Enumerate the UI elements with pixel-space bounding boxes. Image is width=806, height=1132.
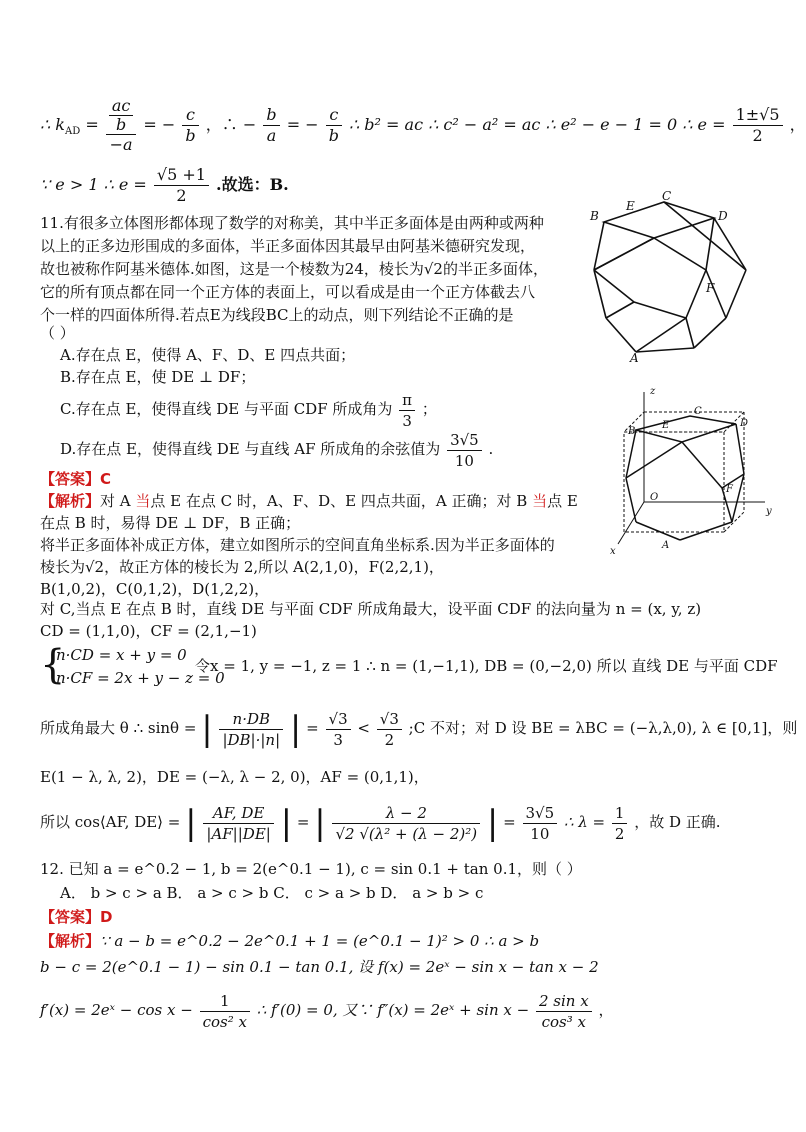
q12-l3a: f′(x) = 2eˣ − cos x − [40,1001,193,1019]
mid-text: = − [143,115,176,134]
frac-a2: a [266,126,277,145]
q12-options: A． b > c > a B． a > c > b C． c > a > b D． a > b > c [60,884,484,902]
frac-e2-den: 2 [176,186,187,205]
q12-stem: 12. 已知 a = e^0.2 − 1, b = 2(e^0.1 − 1), c = sin 0.1 + tan 0.1，则（ ） [40,860,582,878]
abs-bar-icon: | [201,709,213,749]
analysis11-line-2: 在点 B 时，易得 DE ⊥ DF，B 正确； [40,514,301,532]
option-d-frac [447,430,482,471]
nested-fraction [106,97,137,155]
l9-frac3 [377,709,402,750]
q12-frac2 [536,991,592,1032]
label-E2: E [662,420,670,431]
l1d: 当 [532,492,548,510]
q11-line-5: 个一样的四面体所得.若点E为线段BC上的动点，则下列结论不正确的是 [40,306,514,324]
frac-c3: c [326,105,342,126]
q11-line-3: 故也被称作阿基米德体.如图，这是一个棱数为24，棱长为√2的半正多面体， [40,260,548,278]
q12-answer-tag: 【答案】 [40,908,101,926]
l11a: 所以 cos⟨AF, DE⟩ = [40,813,181,831]
eq-sign: = [85,115,99,134]
part3-text: = − [286,115,319,134]
label-D2: D [740,418,749,429]
frac-e-den: 2 [752,126,763,145]
line2-pre: ∵ e > 1 ∴ e = [40,175,147,194]
l11-d3: 10 [530,824,550,843]
q11-option-d [60,424,493,474]
label-C2: C [694,406,702,417]
analysis11-line-6: 对 C,当点 E 在点 B 时，直线 DE 与平面 CDF 所成角最大，设平面 CDF 的法向量为 n = (x, y, z) [40,600,702,618]
solution-line-1 [40,92,806,158]
label-O: O [650,492,659,503]
q11-option-b: B.存在点 E，使 DE ⊥ DF； [60,368,256,386]
brace-icon: { [40,642,66,688]
option-c-end: ； [421,400,437,418]
part4-text: ∴ b² = ac ∴ c² − a² = ac ∴ e² − e − 1 = 0 ∴ e = [349,115,726,134]
l11-num: AF, DE [203,803,273,824]
frac-b3: b [328,126,339,145]
l11-frac3 [523,803,558,844]
label-F2: F [726,484,733,495]
label-B: B [590,209,599,223]
l11-n4: 1 [612,803,628,824]
abs-bar-icon-3: | [185,803,197,843]
label-A2: A [662,540,670,551]
l9-frac2 [326,709,351,750]
q12-l3b: ∴ f′(0) = 0, 又∵ f″(x) = 2eˣ + sin x − [256,1001,530,1019]
q11-line-2: 以上的正多边形围成的多面体，半正多面体因其最早由阿基米德研究发现， [40,237,536,255]
l11-n2: λ − 2 [332,803,480,824]
analysis11-line-9 [40,702,797,754]
q12-f2-num: 2 sin x [536,991,592,1012]
kad-sub: AD [64,126,81,138]
abs-bar-icon-5: | [314,803,326,843]
analysis11-line-10: E(1 − λ, λ, 2)，DE = (−λ, λ − 2, 0)，AF = (0,1,1)， [40,768,429,786]
analysis-tag: 【解析】 [40,492,101,510]
option-d-den: 10 [454,451,474,470]
abs-bar-icon-2: | [289,709,302,749]
q12-f1-num: 1 [200,991,250,1012]
label-A: A [630,351,639,365]
line2-end: .故选：B. [216,175,289,194]
coordinate-figure [600,382,780,558]
q12-f1-den: cos² x [202,1012,247,1031]
q12-answer-value: D [100,908,113,926]
frac-b-den: b [185,126,196,145]
analysis11-line-4: 棱长为√2，故正方体的棱长为 2,所以 A(2,1,0)，F(2,2,1)， [40,558,444,576]
option-d-end: . [488,440,494,458]
q11-line-1: 11.有很多立体图形都体现了数学的对称美，其中半正多面体是由两种或两种 [40,214,544,232]
solution-line-2 [40,160,289,210]
frac-c-b [182,105,198,146]
label-D: D [718,209,728,223]
analysis11-line-5: B(1,0,2)，C(0,1,2)，D(1,2,2)， [40,580,270,598]
l9c: < [357,719,370,737]
cuboctahedron-figure [586,190,766,365]
l9-n2: √3 [326,709,351,730]
l11-frac4 [612,803,628,844]
q12-l3c: ， [598,1001,614,1019]
answer-value: C [100,470,112,488]
frac-ac: ac [109,97,134,116]
q12-analysis-1 [40,930,539,952]
abs-bar-icon-6: | [486,803,499,843]
abs-bar-icon-4: | [280,803,293,843]
l9d: ;C 不对；对 D 设 BE = λBC = (−λ,λ,0), λ ∈ [0,1]，则 [408,719,798,737]
q12-analysis-2: b − c = 2(e^0.1 − 1) − sin 0.1 − tan 0.1, 设 f(x) = 2eˣ − sin x − tan x − 2 [40,958,599,976]
system-eq-2: n·CF = 2x + y − z = 0 [56,669,225,687]
l1c: 点 E 在点 C 时，A、F、D、E 四点共面，A 正确；对 B [150,492,533,510]
l11d: ∴ λ = [563,813,606,831]
l11-den: |AF||DE| [206,824,271,843]
analysis11-line-8: 令x = 1, y = −1, z = 1 ∴ n = (1,−1,1), DB = (0,−2,0) 所以 直线 DE 与平面 CDF [195,657,778,675]
part2-text: ，∴ − [205,115,257,134]
option-c-den: 3 [402,411,412,430]
label-x: x [610,546,616,557]
frac-e [733,105,783,146]
l11c: = [503,813,516,831]
l11b: = [296,813,310,831]
l9b: = [306,719,319,737]
frac-e2-num: √5 +1 [154,165,209,186]
q12-analysis-tag: 【解析】 [40,932,101,950]
l1b: 当 [135,492,151,510]
q12-f2-den: cos³ x [541,1012,586,1031]
answer11-line [40,468,111,490]
label-C: C [662,189,672,203]
l11-d4: 2 [614,824,625,843]
frac-c-b-2 [326,105,342,146]
label-y: y [766,506,772,517]
l1a: 对 A [100,492,136,510]
kad-text: ∴ k [40,115,65,134]
analysis11-line-3: 将半正多面体补成正方体，建立如图所示的空间直角坐标系.因为半正多面体的 [40,536,555,554]
q11-line-6: （ ） [40,324,75,342]
frac-e-num: 1±√5 [733,105,783,126]
label-F: F [706,281,715,295]
l11e: ，故 D 正确. [634,813,721,831]
q12-l1: ∵ a − b = e^0.2 − 2e^0.1 + 1 = (e^0.1 − 1)² > 0 ∴ a > b [100,932,540,950]
frac-b: b [115,114,127,134]
option-d-num: 3√5 [447,430,482,451]
l9-n3: √3 [377,709,402,730]
top-face [604,202,714,238]
l9-d3: 2 [384,730,395,749]
l1e: 点 E [547,492,578,510]
frac-b2: b [263,105,279,126]
q11-line-4: 它的所有顶点都在同一个正方体的表面上，可以看成是由一个正方体截去八 [40,283,536,301]
answer-tag: 【答案】 [40,470,101,488]
label-z: z [650,386,656,397]
l9-num: n·DB [219,709,283,730]
l9-d2: 3 [333,730,343,749]
l9-den: |DB|·|n| [222,730,281,749]
analysis11-line-7: CD = (1,1,0)，CF = (2,1,−1) [40,622,257,640]
option-c-text: C.存在点 E，使得直线 DE 与平面 CDF 所成角为 [60,400,393,418]
frac-neg-a: −a [109,134,133,154]
l11-frac1 [203,803,273,844]
frac-e2 [154,165,209,206]
l11-d2: √2 √(λ² + (λ − 2)²) [335,824,478,843]
option-d-text: D.存在点 E，使得直线 DE 与直线 AF 所成角的余弦值为 [60,440,441,458]
q11-option-a: A.存在点 E，使得 A、F、D、E 四点共面； [60,346,356,364]
frac-b-a [263,105,279,146]
l11-frac2 [332,803,480,844]
option-c-num: π [399,390,415,411]
q12-frac1 [200,991,250,1032]
line1-end: ， [789,115,806,134]
system-eq-1: n·CD = x + y = 0 [56,646,187,664]
label-E: E [626,199,635,213]
l9-frac1 [219,709,283,750]
q12-analysis-3 [40,982,613,1038]
analysis11-line-1 [40,490,578,512]
analysis11-line-11 [40,794,721,850]
q12-answer [40,906,112,928]
l9a: 所成角最大 θ ∴ sinθ = [40,719,197,737]
frac-c: c [182,105,198,126]
l11-n3: 3√5 [523,803,558,824]
label-B2: B [628,426,636,437]
